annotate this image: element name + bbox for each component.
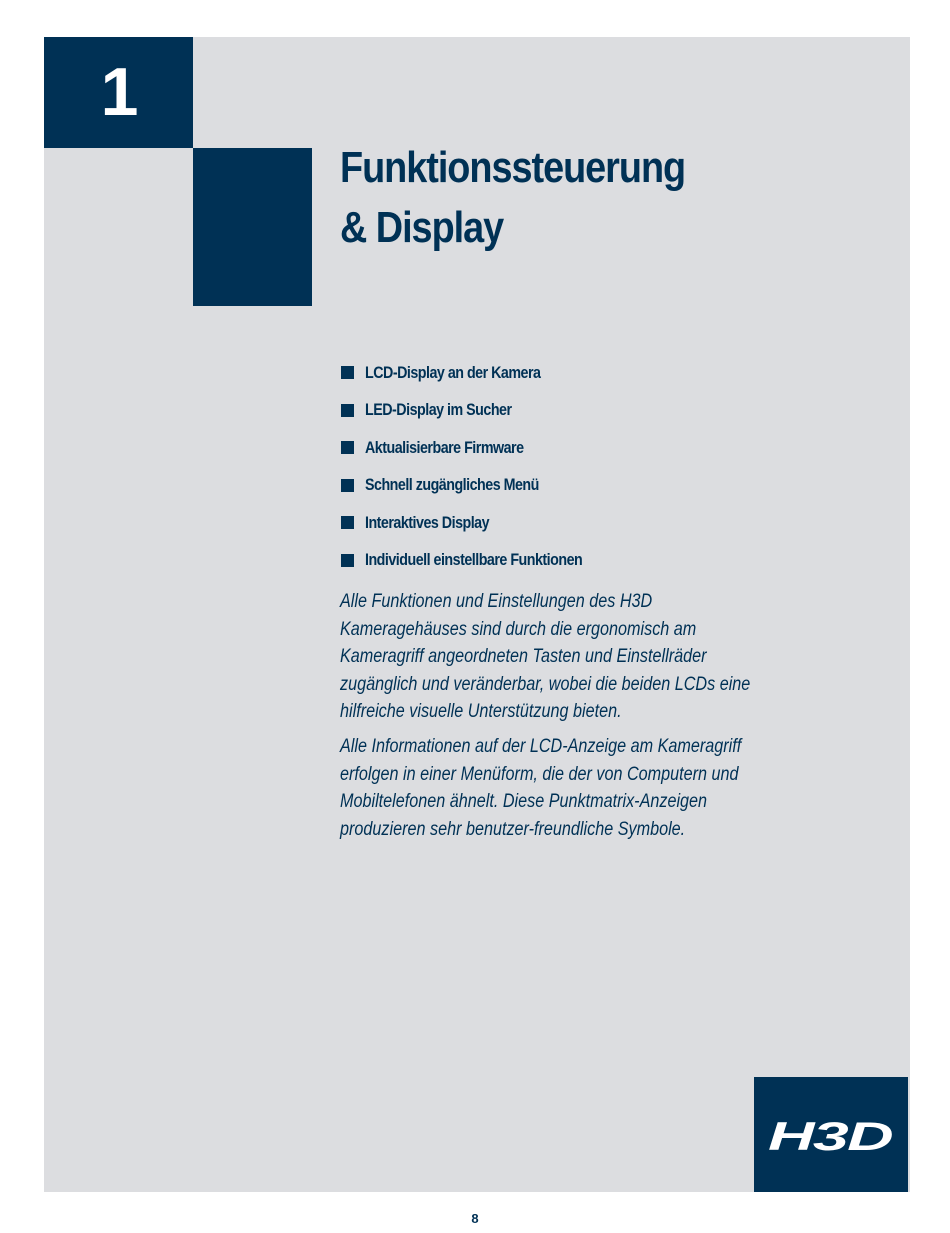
feature-label: Schnell zugängliches Menü: [365, 475, 539, 495]
square-bullet-icon: [341, 516, 354, 529]
list-item: [341, 429, 624, 467]
feature-label: Individuell einstellbare Funktionen: [365, 550, 583, 570]
list-item: [341, 354, 624, 392]
feature-label: Interaktives Display: [365, 512, 490, 532]
square-bullet-icon: [341, 366, 354, 379]
square-bullet-icon: [341, 441, 354, 454]
page-number: 8: [471, 1211, 479, 1226]
info-paragraph: Alle Informationen auf der LCD-Anzeige am Kameragriff erfolgen in einer Menüform, die der von Computern und Mobiltelefonen ähnelt. Diese Punktmatrix-Anzeigen produzieren sehr benutzer-freundliche Symbole.: [340, 735, 742, 840]
decorative-block: [193, 148, 312, 306]
logo-text: H3D: [768, 1118, 893, 1156]
list-item: [341, 467, 624, 505]
square-bullet-icon: [341, 404, 354, 417]
feature-label: LCD-Display an der Kamera: [365, 362, 541, 382]
feature-label: LED-Display im Sucher: [365, 400, 512, 420]
list-item: [341, 392, 624, 430]
feature-list: [341, 354, 624, 579]
chapter-title: Funktionssteuerung & Display: [340, 143, 686, 252]
feature-label: Aktualisierbare Firmware: [365, 437, 524, 457]
list-item: [341, 504, 624, 542]
chapter-number: 1: [100, 54, 137, 130]
h3d-logo: [766, 1118, 898, 1156]
square-bullet-icon: [341, 554, 354, 567]
square-bullet-icon: [341, 479, 354, 492]
intro-paragraph: Alle Funktionen und Einstellungen des H3D Kameragehäuses sind durch die ergonomisch am Kameragriff angeordneten Tasten und Einstellräder zugänglich und veränderbar, wobei die beiden LCDs eine hilfreiche visuelle Unterstützung bieten.: [340, 590, 751, 722]
list-item: [341, 542, 624, 580]
